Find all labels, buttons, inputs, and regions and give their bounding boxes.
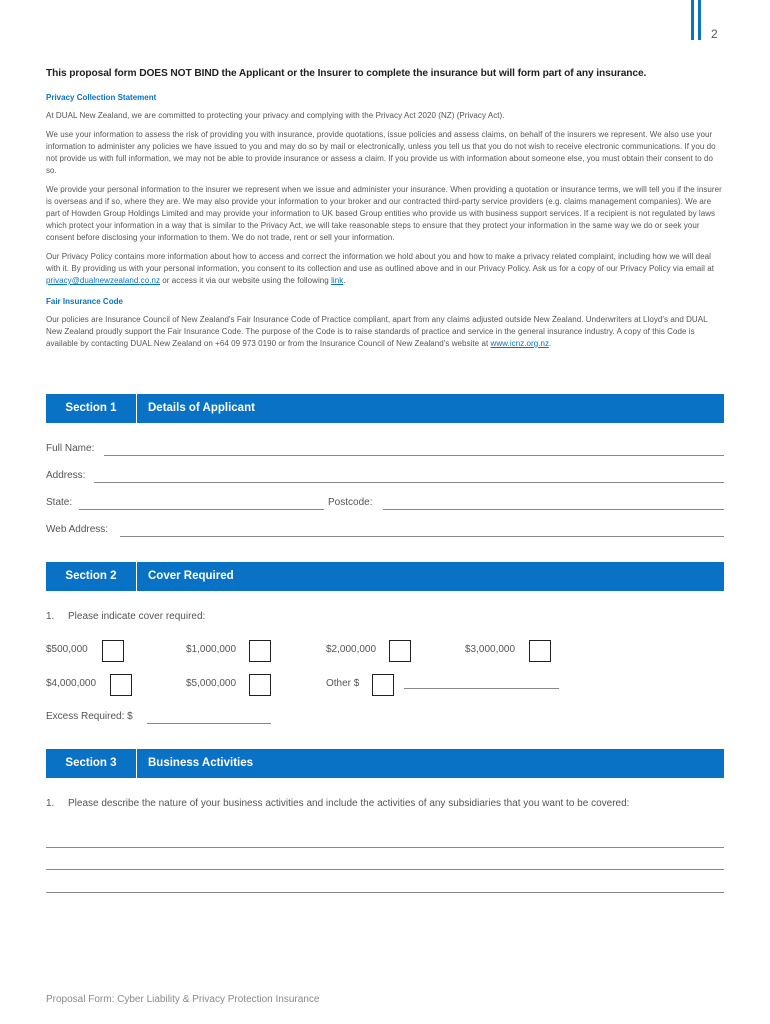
privacy-paragraph-3: We provide your personal information to the insurer we represent when we issue and administer your insurance. When providing a quotation or insurance terms, we will tell you if the insurer is overseas and if so, where they are. We may also provide your information to your broker and our contracted third-party service providers (e.g. claims management companies). We are part of Howden Group Holdings Limited and may provide your information to UK based Group entities who provide us with business support services. If a recipient is not regulated by laws which protect your information in a way that is similar to the Privacy Act, we will take reasonable steps to ensure that they protect your information in the same way we do or seek your consent before disclosing your information to them. We do not trade, rent or sell your information. <box>46 185 722 242</box>
address-field[interactable] <box>46 470 724 484</box>
page-footer: Proposal Form: Cyber Liability & Privacy Protection Insurance <box>46 994 320 1005</box>
privacy-paragraph-4 <box>46 251 724 287</box>
option-checkbox[interactable] <box>249 674 271 696</box>
fair-code-heading: Fair Insurance Code <box>46 297 123 306</box>
option-label: Other $ <box>326 678 360 689</box>
section-1-header <box>46 394 724 423</box>
option-label: $1,000,000 <box>186 644 237 655</box>
question-text: Please describe the nature of your business activities and include the activities of any subsidiaries that you want to be covered: <box>68 798 630 809</box>
state-input-line[interactable] <box>79 509 324 510</box>
postcode-label: Postcode: <box>328 497 373 508</box>
option-checkbox[interactable] <box>529 640 551 662</box>
fair-code-text: Our policies are Insurance Council of New Zealand's Fair Insurance Code of Practice compliant, apart from any claims adjusted outside New Zealand. Underwriters at Lloyd's and DUAL New Zealand proudly support the Fair Insurance Code. The purpose of the Code is to raise standards of practice and service in the general insurance industry. A copy of this Code is available by contacting DUAL New Zealand on +64 09 973 0190 or from the Insurance Council of New Zealand's website at <box>46 315 708 348</box>
option-label: $2,000,000 <box>326 644 377 655</box>
section-number: Section 3 <box>46 749 137 778</box>
privacy-email-link[interactable]: privacy@dualnewzealand.co.nz <box>46 276 161 285</box>
section-number: Section 1 <box>46 394 137 423</box>
web-address-field[interactable] <box>46 524 724 538</box>
cover-option-500k[interactable] <box>46 640 176 664</box>
option-checkbox[interactable] <box>249 640 271 662</box>
fair-code-text: . <box>549 339 552 348</box>
section-title: Details of Applicant <box>148 402 255 414</box>
fair-code-paragraph <box>46 314 724 350</box>
option-checkbox[interactable] <box>110 674 132 696</box>
postcode-input-line[interactable] <box>383 509 724 510</box>
intro-content <box>46 68 724 350</box>
icnz-website-link[interactable]: www.icnz.org.nz <box>490 339 550 348</box>
address-input-line[interactable] <box>94 482 724 483</box>
section-title: Business Activities <box>148 757 254 769</box>
privacy-text: or access it via our website using the following <box>160 276 332 285</box>
privacy-policy-link[interactable]: link <box>331 276 344 285</box>
cover-option-3m[interactable] <box>465 640 595 664</box>
cover-option-4m[interactable] <box>46 674 176 698</box>
option-checkbox[interactable] <box>102 640 124 662</box>
cover-option-1m[interactable] <box>186 640 316 664</box>
excess-input-line[interactable] <box>147 723 271 724</box>
section-2-header <box>46 562 724 591</box>
address-label: Address: <box>46 470 86 481</box>
option-label: $5,000,000 <box>186 678 237 689</box>
web-address-input-line[interactable] <box>120 536 724 537</box>
accent-bar <box>698 0 701 40</box>
cover-option-2m[interactable] <box>326 640 456 664</box>
business-question <box>46 795 724 829</box>
other-amount-input-line[interactable] <box>404 688 559 689</box>
privacy-text: . <box>343 276 346 285</box>
question-number: 1. <box>46 798 55 809</box>
state-postcode-field[interactable] <box>46 497 724 511</box>
question-number: 1. <box>46 611 55 622</box>
option-label: $3,000,000 <box>465 644 516 655</box>
privacy-paragraph-2: We use your information to assess the risk of providing you with insurance, provide quotations, issue policies and assess claims, on behalf of the insurers we represent. We also use your information to administer any policies we have issued to you and may do so by mail or electronically, unless you tell us that you do not wish to receive electronic communications. If you do not provide us with full information, we may not be able to provide insurance or assess a claim. If you provide us with information about someone else, you must obtain their consent to do so. <box>46 130 716 175</box>
privacy-heading: Privacy Collection Statement <box>46 93 157 102</box>
binding-disclaimer: This proposal form DOES NOT BIND the Applicant or the Insurer to complete the insurance but will form part of any insurance. <box>46 68 647 79</box>
excess-label: Excess Required: $ <box>46 711 133 722</box>
page-number: 2 <box>711 27 718 41</box>
option-checkbox[interactable] <box>389 640 411 662</box>
header-accent-bars <box>691 0 703 40</box>
option-label: $500,000 <box>46 644 88 655</box>
question-text: Please indicate cover required: <box>68 611 206 622</box>
cover-option-5m[interactable] <box>186 674 316 698</box>
accent-bar <box>691 0 694 40</box>
full-name-field[interactable] <box>46 443 724 457</box>
web-address-label: Web Address: <box>46 524 109 535</box>
option-label: $4,000,000 <box>46 678 97 689</box>
cover-option-other[interactable] <box>326 674 566 698</box>
cover-question <box>46 608 724 625</box>
state-label: State: <box>46 497 73 508</box>
answer-line[interactable] <box>46 892 724 893</box>
full-name-label: Full Name: <box>46 443 95 454</box>
full-name-input-line[interactable] <box>104 455 724 456</box>
excess-field[interactable] <box>46 711 286 725</box>
privacy-paragraph-1: At DUAL New Zealand, we are committed to protecting your privacy and complying with the Privacy Act 2020 (NZ) (Privacy Act). <box>46 111 505 120</box>
answer-line[interactable] <box>46 869 724 870</box>
section-title: Cover Required <box>148 570 234 582</box>
section-3-header <box>46 749 724 778</box>
answer-line[interactable] <box>46 847 724 848</box>
section-number: Section 2 <box>46 562 137 591</box>
privacy-text: Our Privacy Policy contains more information about how to access and correct the information we hold about you and how to make a privacy related complaint, including how we will deal with it. By providing us with your personal information, you consent to its collection and use as outlined above and in our Privacy Policy. Ask us for a copy of our Privacy Policy via email at <box>46 252 714 273</box>
option-checkbox[interactable] <box>372 674 394 696</box>
